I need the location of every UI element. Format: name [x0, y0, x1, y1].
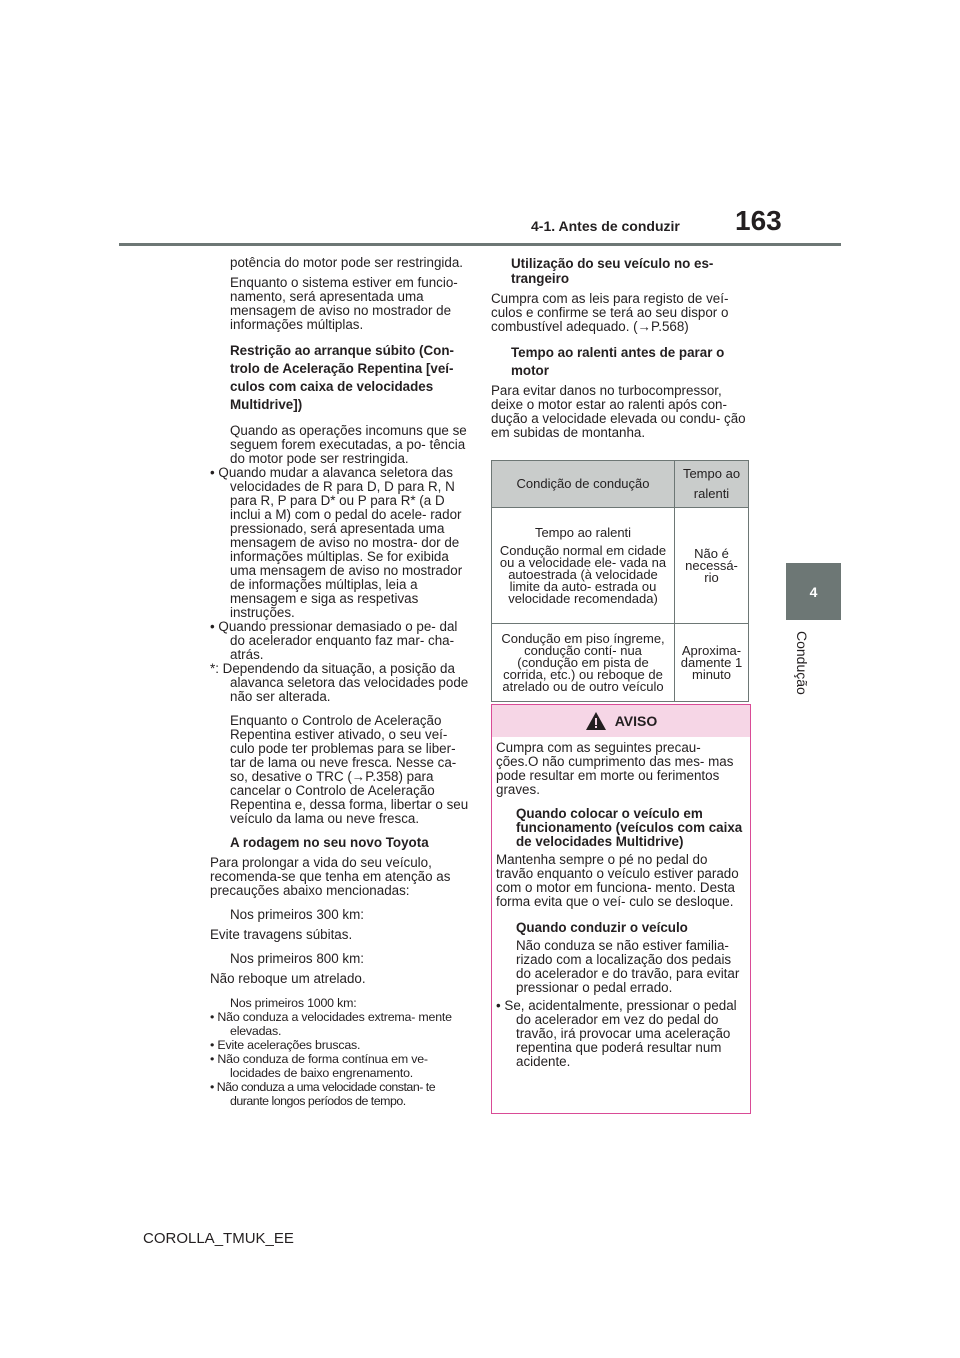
paragraph: Não conduza se não estiver familia- rizado com a localização dos pedais do acelerador e do travão, para evitar pressionar o pedal errado. [516, 938, 740, 995]
warning-title: AVISO [614, 713, 658, 729]
subheading: Nos primeiros 1000 km: [230, 996, 357, 1010]
paragraph: Evite travagens súbitas. [210, 927, 353, 942]
paragraph: Mantenha sempre o pé no pedal do travão enquanto o veículo estiver parado com o motor em funciona- mento. Desta forma evita que o veí- culo se desloque. [496, 852, 739, 909]
table-header: Condição de condução [492, 461, 675, 508]
warning-icon [585, 711, 607, 731]
page-number: 163 [735, 205, 782, 236]
table-cell: Condução em piso íngreme, condução contí- nua (condução em pista de corrida, etc.) ou reboque de atrelado ou de outro veículo [492, 624, 675, 702]
bullet-item: • Não conduza de forma contínua em ve- locidades de baixo engrenamento. [210, 1052, 428, 1080]
section-heading: A rodagem no seu novo Toyota [230, 835, 429, 850]
paragraph: Cumpra com as leis para registo de veí- culos e confirme se terá ao seu dispor o combustível adequado. (→P.568) [491, 291, 729, 334]
table-cell [492, 508, 675, 624]
section-heading: Utilização do seu veículo no es- trangeiro [511, 256, 714, 286]
left-column [210, 256, 470, 1108]
bullet-item: • Não conduza a velocidades extrema- mente elevadas. [210, 1010, 452, 1038]
chapter-tab [786, 563, 841, 620]
cell-text: Condução normal em cidade ou a velocidade ele- vada na autoestrada (à velocidade limite da auto- estrada ou velocidade recomendada) [499, 542, 667, 606]
paragraph: Enquanto o sistema estiver em funcio- namento, será apresentada uma mensagem de aviso no mostrador de informações múltiplas. [230, 275, 458, 332]
bullet-item: • Evite acelerações bruscas. [210, 1038, 361, 1052]
subheading: Nos primeiros 300 km: [230, 907, 364, 922]
bullet-item: • Se, acidentalmente, pressionar o pedal do acelerador em vez do pedal do travão, irá provocar uma aceleração repentina que poderá resultar num acidente. [496, 998, 737, 1069]
paragraph: potência do motor pode ser restringida. [230, 255, 463, 270]
paragraph: Quando as operações incomuns que se seguem forem executadas, a po- tência do motor pode ser restringida. [230, 423, 467, 466]
paragraph: Para evitar danos no turbocompressor, deixe o motor estar ao ralenti após con- dução a velocidade elevada ou condu- ção em subidas de montanha. [491, 383, 746, 440]
idle-time-table [491, 460, 749, 702]
header-rule [119, 243, 841, 246]
bullet-item: • Quando mudar a alavanca seletora das velocidades de R para D, D para R, N para R, P para D* ou P para R* (a D inclui a M) com o pedal do acele- rador pressionado, será apresentada uma mensagem de aviso no mostra- dor de informações múltiplas. Se for exibida uma mensagem de aviso no mostrador de informações múltiplas, leia a mensagem e siga as respetivas instruções. [210, 465, 463, 620]
section-heading: Restrição ao arranque súbito (Con- trolo de Aceleração Repentina [veí- culos com caixa de velocidades Multidrive]) [230, 343, 454, 412]
chapter-number: 4 [809, 583, 818, 600]
warning-header [492, 705, 750, 737]
cell-subtitle: Tempo ao ralenti [534, 524, 632, 540]
section-heading: Tempo ao ralenti antes de parar o motor [511, 345, 725, 378]
warning-body [496, 741, 744, 1069]
table-row [492, 508, 749, 624]
paragraph: Para prolongar a vida do seu veículo, recomenda-se que tenha em atenção as precauções abaixo mencionadas: [210, 855, 451, 898]
bullet-item: • Quando pressionar demasiado o pe- dal do acelerador enquanto faz mar- cha-atrás. [210, 619, 458, 662]
table-row [492, 624, 749, 702]
chapter-label: Condução [794, 631, 810, 695]
table-header: Tempo ao ralenti [675, 461, 749, 508]
right-column [491, 256, 753, 440]
section-heading: Quando conduzir o veículo [516, 920, 688, 935]
table-cell: Não é necessá- rio [675, 508, 749, 624]
bullet-item: • Não conduza a uma velocidade constan- te durante longos períodos de tempo. [210, 1080, 436, 1108]
warning-box [491, 704, 751, 1114]
section-title: 4-1. Antes de conduzir [531, 218, 680, 234]
footnote: *: Dependendo da situação, a posição da alavanca seletora das velocidades pode não ser alterada. [210, 661, 469, 704]
table-cell: Aproxima- damente 1 minuto [675, 624, 749, 702]
subheading: Nos primeiros 800 km: [230, 951, 364, 966]
paragraph: Enquanto o Controlo de Aceleração Repentina estiver ativado, o seu veí- culo pode ter problemas para se liber- tar de lama ou neve fresca. Nesse ca- so, desative o TRC (→P.358) para cancelar o Controlo de Aceleração Repentina e, dessa forma, libertar o seu veículo da lama ou neve fresca. [230, 713, 469, 826]
section-heading: Quando colocar o veículo em funcionamento (veículos com caixa de velocidades Multidrive) [516, 806, 743, 849]
paragraph: Não reboque um atrelado. [210, 971, 366, 986]
footer-doc-id: COROLLA_TMUK_EE [143, 1230, 294, 1247]
paragraph: Cumpra com as seguintes precau- ções.O não cumprimento das mes- mas pode resultar em morte ou ferimentos graves. [496, 740, 734, 797]
